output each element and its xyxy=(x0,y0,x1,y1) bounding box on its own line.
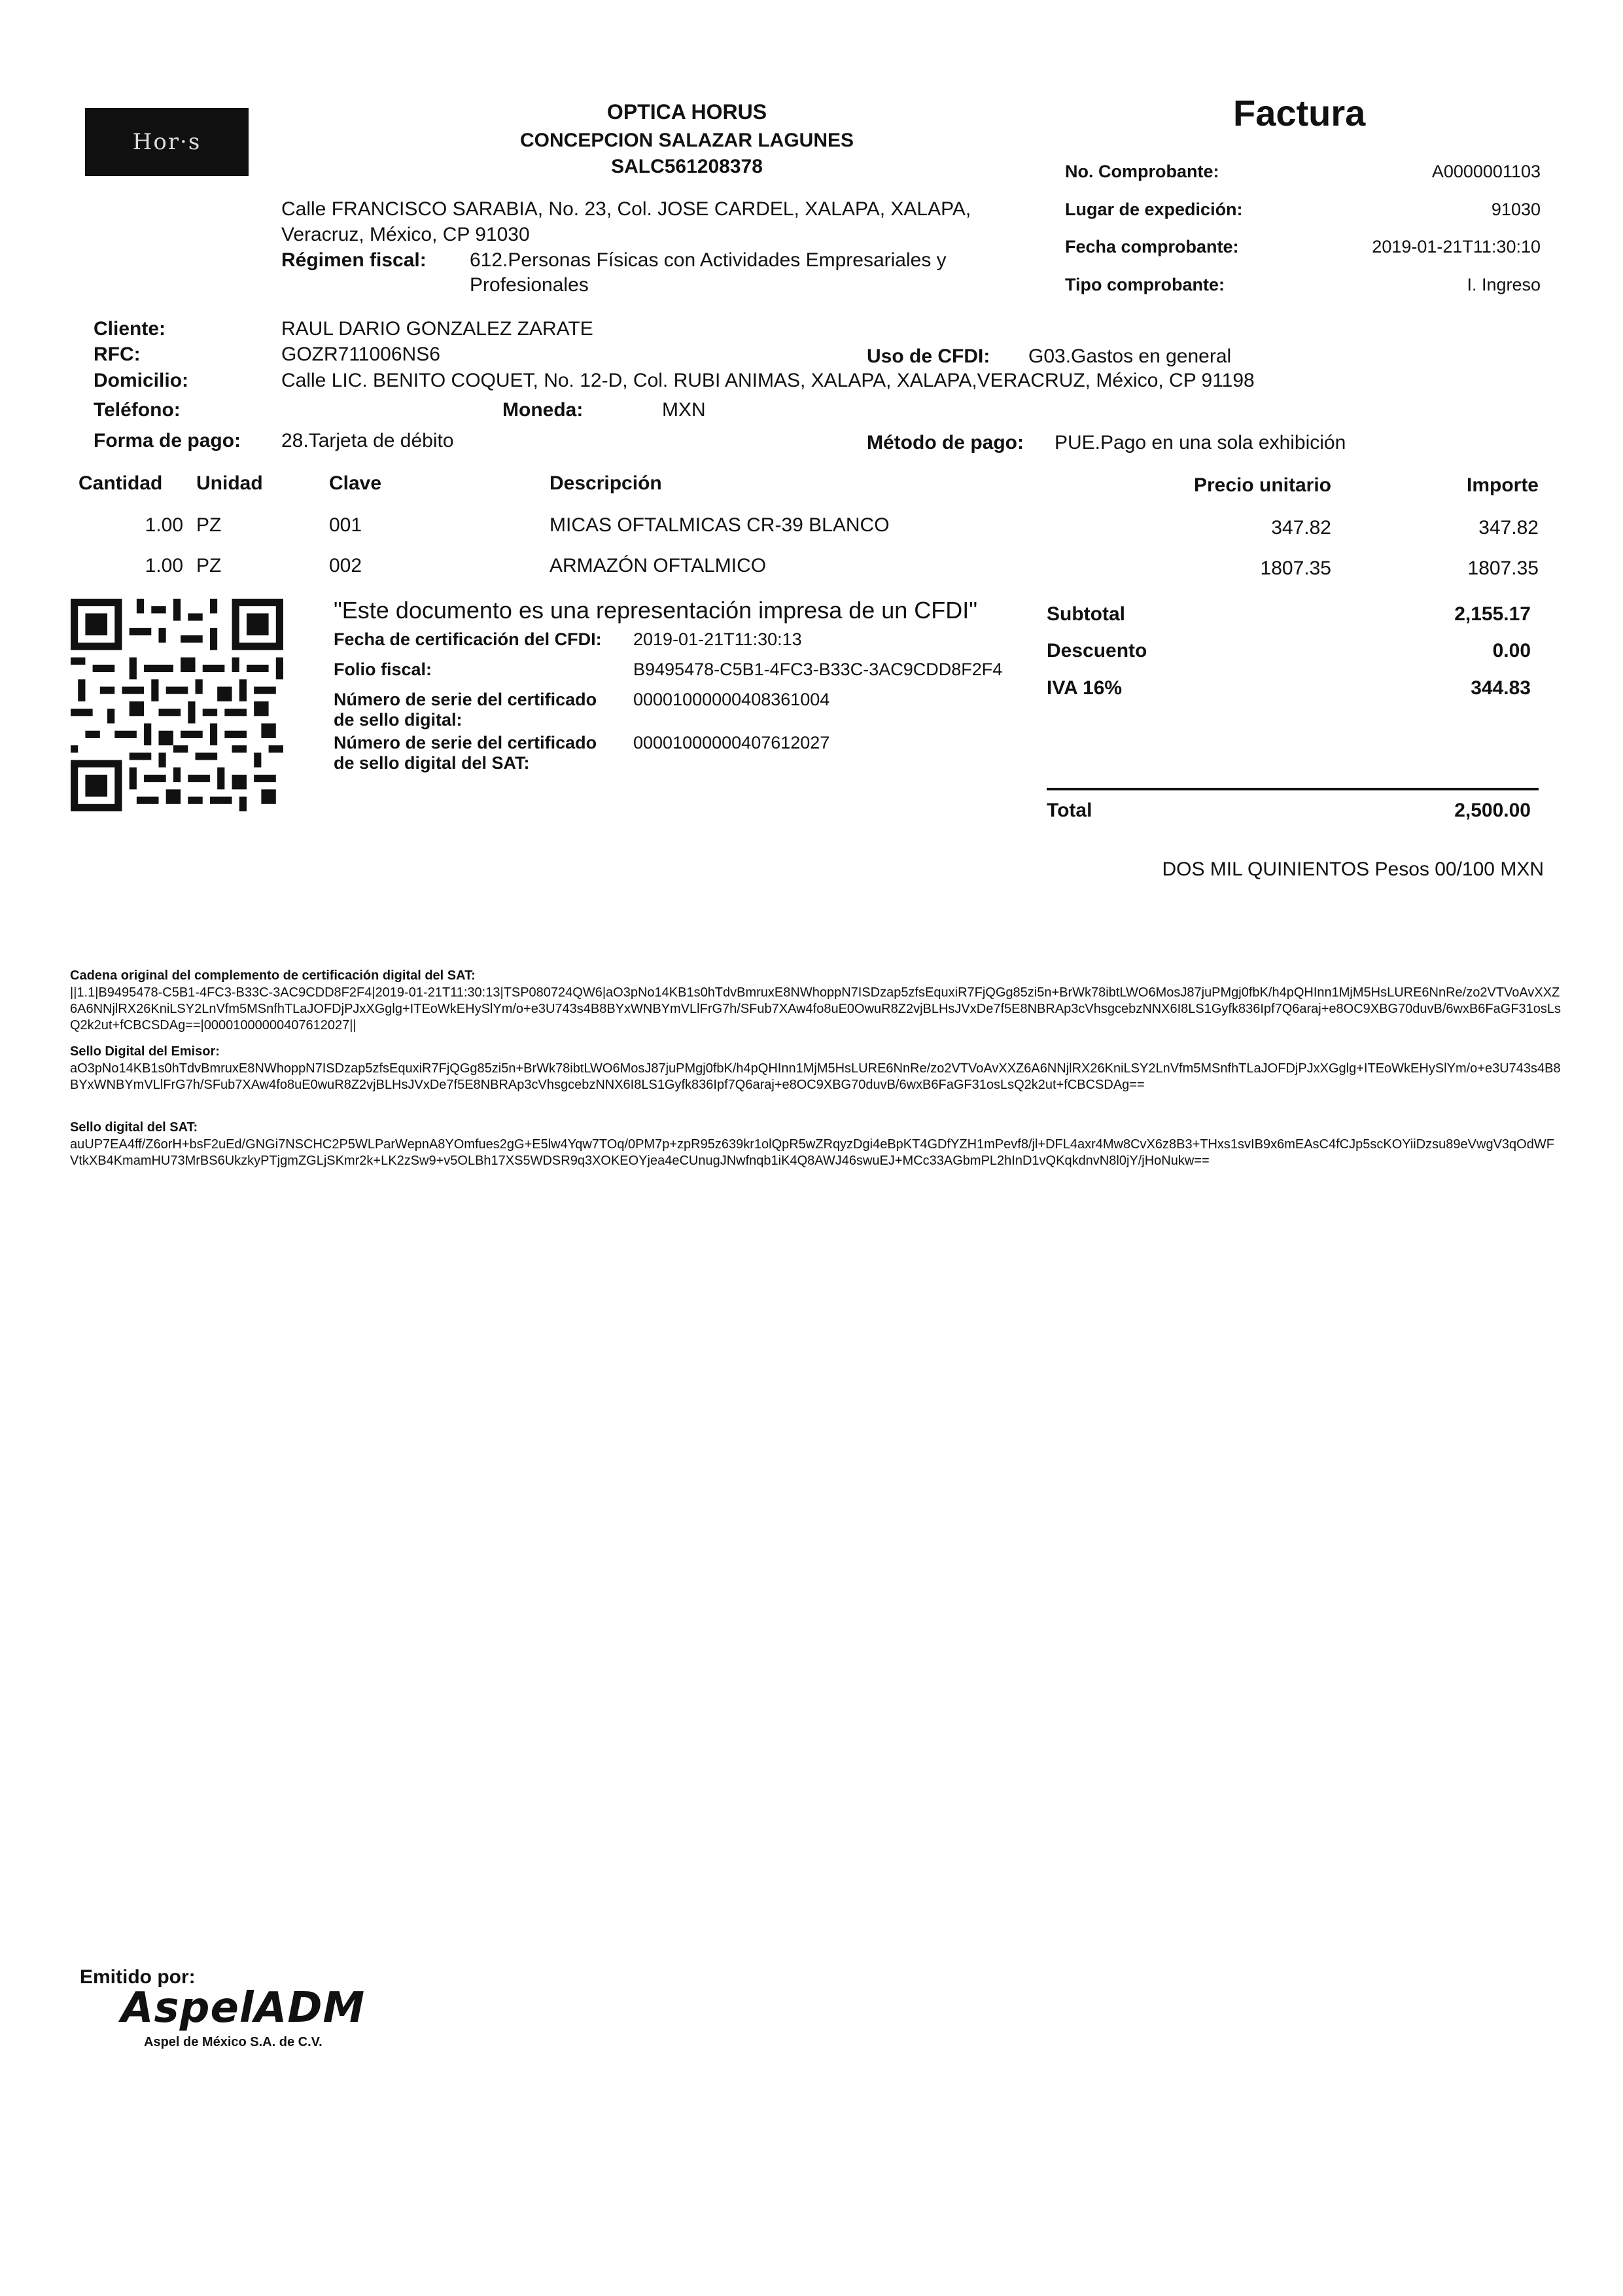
row-precio: 1807.35 xyxy=(1260,557,1331,579)
row-descripcion: ARMAZÓN OFTALMICO xyxy=(550,555,767,576)
header-cantidad: Cantidad xyxy=(79,472,163,494)
total-value: 2,500.00 xyxy=(1454,800,1531,821)
aspel-brand: AspelADM xyxy=(121,1984,366,2032)
sello-emisor-label: Sello Digital del Emisor: xyxy=(70,1044,220,1059)
totals-divider xyxy=(1047,788,1539,790)
fecha-cert-label: Fecha de certificación del CFDI: xyxy=(334,629,602,649)
metodo-pago-label: Método de pago: xyxy=(867,432,1024,453)
row-unidad: PZ xyxy=(196,514,222,536)
forma-pago-label: Forma de pago: xyxy=(94,430,241,451)
amount-in-words: DOS MIL QUINIENTOS Pesos 00/100 MXN xyxy=(1162,858,1544,880)
company-address-line2: Veracruz, México, CP 91030 xyxy=(281,224,530,245)
cfdi-representation: "Este documento es una representación impresa de un CFDI" xyxy=(334,597,978,624)
invoice-title: Factura xyxy=(1233,92,1366,133)
company-name: OPTICA HORUS xyxy=(606,100,767,124)
row-descripcion: MICAS OFTALMICAS CR-39 BLANCO xyxy=(550,514,890,536)
serie-sat-value: 00001000000407612027 xyxy=(633,733,830,752)
uso-cfdi-value: G03.Gastos en general xyxy=(1028,345,1232,367)
serie-label-1: Número de serie del certificado xyxy=(334,690,597,709)
serie-sat-label-2: de sello digital del SAT: xyxy=(334,753,530,773)
iva-value: 344.83 xyxy=(1471,677,1531,699)
serie-label-2: de sello digital: xyxy=(334,710,462,730)
emitido-label: Emitido por: xyxy=(80,1966,196,1988)
invoice-type: I. Ingreso xyxy=(1467,275,1541,294)
qr-code-icon xyxy=(71,599,283,811)
company-logo-text: Hor·s xyxy=(132,129,201,155)
company-logo xyxy=(85,108,249,176)
invoice-number: A0000001103 xyxy=(1431,162,1541,181)
invoice-date: 2019-01-21T11:30:10 xyxy=(1372,237,1541,256)
subtotal-label: Subtotal xyxy=(1047,603,1125,625)
serie-sat-label-1: Número de serie del certificado xyxy=(334,733,597,752)
row-precio: 347.82 xyxy=(1271,517,1331,539)
header-importe: Importe xyxy=(1466,474,1539,496)
total-label: Total xyxy=(1047,800,1092,821)
company-owner: CONCEPCION SALAZAR LAGUNES xyxy=(519,130,854,151)
subtotal-value: 2,155.17 xyxy=(1454,603,1531,625)
rfc-value: GOZR711006NS6 xyxy=(281,344,440,365)
moneda-label: Moneda: xyxy=(502,399,584,421)
row-cantidad: 1.00 xyxy=(145,555,183,576)
invoice-field-label: Tipo comprobante: xyxy=(1065,275,1225,294)
telefono-label: Teléfono: xyxy=(94,399,181,421)
sello-sat-label: Sello digital del SAT: xyxy=(70,1120,198,1135)
descuento-value: 0.00 xyxy=(1492,640,1531,662)
invoice-field-label: Lugar de expedición: xyxy=(1065,200,1243,219)
header-unidad: Unidad xyxy=(196,472,263,494)
invoice-place: 91030 xyxy=(1491,200,1541,219)
rfc-label: RFC: xyxy=(94,344,141,365)
folio-label: Folio fiscal: xyxy=(334,660,432,679)
row-cantidad: 1.00 xyxy=(145,514,183,536)
header-precio: Precio unitario xyxy=(1193,474,1331,496)
company-rfc: SALC561208378 xyxy=(611,156,763,177)
cliente-value: RAUL DARIO GONZALEZ ZARATE xyxy=(281,318,593,340)
descuento-label: Descuento xyxy=(1047,640,1147,662)
serie-value: 00001000000408361004 xyxy=(633,690,830,709)
row-importe: 1807.35 xyxy=(1467,557,1539,579)
invoice-field-label: No. Comprobante: xyxy=(1065,162,1219,181)
row-clave: 001 xyxy=(329,514,362,536)
header-clave: Clave xyxy=(329,472,382,494)
aspel-company: Aspel de México S.A. de C.V. xyxy=(144,2035,323,2049)
row-importe: 347.82 xyxy=(1478,517,1539,539)
regimen-line2: Profesionales xyxy=(470,274,589,296)
uso-cfdi-label: Uso de CFDI: xyxy=(867,345,990,367)
cliente-label: Cliente: xyxy=(94,318,166,340)
sello-sat-value: auUP7EA4ff/Z6orH+bsF2uEd/GNGi7NSCHC2P5WLParWepnA8YOmfues2gG+E5lw4Yqw7TOq/0PM7p+zpR95z639kr1olQpR5wZRqyzDgi4eBpKT4GDfYZH1mPevf8/jl+DFL4axr4Mw8CvX6z8B3+THxs1svIB9x6mEAsC4fCJp5scKOYiiDzsu89eVwgV3qOdWFVtkXB4KmamHU73MrBS6UkzkyPTjgmZGLjSKmr2k+LK2zSw9+v5OLBh17XS5WDSR9q3XOKEOYjea4eCUnugJNwfnqb1iK4Q8AWJ46swuEJ+MCc33AGbmPL2hInD1vQKqkdnvN8l0jY/jHoNukw== xyxy=(70,1137,1554,1168)
cadena-value: ||1.1|B9495478-C5B1-4FC3-B33C-3AC9CDD8F2F4|2019-01-21T11:30:13|TSP080724QW6|aO3pNo14KB1s0hTdvBmruxE8NWhoppN7ISDzap5zfsEquxiR7FjQGg85zi5n+BrWk78ibtLWO6MosJ87juPMgj0fbK/h4pQHInn1MjM5HsLURE6NnRe/zo2VTVoAvXXZ6A6NNjlRX26KniLSY2LnVfm5MSnfhTLaJOFDjPJxXGglg+ITEoWkEHySlYm/o+e3U743s4B8BYxWNBYmVLlFrG7h/SFub7XAw4fo8uE0OwuR8Z2vjBLHsJVxDe7f5E8NBRAp3cVhsgcebzNNX6I8LS1Gyfk836Ipf7Q6araj+e8OC9XBG70duvB/6wxB6FaGF31osLsQ2k2ut+fCBCSDAg==|00001000000407612027|| xyxy=(70,985,1562,1033)
fecha-cert-value: 2019-01-21T11:30:13 xyxy=(633,629,802,649)
sello-emisor-value: aO3pNo14KB1s0hTdvBmruxE8NWhoppN7ISDzap5zfsEquxiR7FjQGg85zi5n+BrWk78ibtLWO6MosJ87juPMgj0fbK/h4pQHInn1MjM5HsLURE6NnRe/zo2VTVoAvXXZ6A6NNjlRX26KniLSY2LnVfm5MSnfhTLaJOFDjPJxXGglg+ITEoWkEHySlYm/o+e3U743s4B8BYxWNBYmVLlFrG7h/SFub7XAw4fo8uE0wuR8Z2vjBLHsJVxDe7f5E8NBRAp3cVhsgcebzNNX6I8LS1Gyfk836Ipf7Q6araj+e8OC9XBG70duvB/6wxB6FaGF31osLsQ2k2ut+fCBCSDAg== xyxy=(70,1061,1561,1092)
domicilio-label: Domicilio: xyxy=(94,370,189,391)
iva-label: IVA 16% xyxy=(1047,677,1123,699)
moneda-value: MXN xyxy=(662,399,706,421)
forma-pago-value: 28.Tarjeta de débito xyxy=(281,430,454,451)
regimen-line1: 612.Personas Físicas con Actividades Empresariales y xyxy=(470,249,947,271)
metodo-pago-value: PUE.Pago en una sola exhibición xyxy=(1055,432,1346,453)
invoice-field-label: Fecha comprobante: xyxy=(1065,237,1239,256)
domicilio-value: Calle LIC. BENITO COQUET, No. 12-D, Col. RUBI ANIMAS, XALAPA, XALAPA,VERACRUZ, México, CP 91198 xyxy=(281,370,1255,391)
row-unidad: PZ xyxy=(196,555,222,576)
company-address-line1: Calle FRANCISCO SARABIA, No. 23, Col. JOSE CARDEL, XALAPA, XALAPA, xyxy=(281,198,971,220)
row-clave: 002 xyxy=(329,555,362,576)
cadena-label: Cadena original del complemento de certificación digital del SAT: xyxy=(70,968,476,983)
folio-value: B9495478-C5B1-4FC3-B33C-3AC9CDD8F2F4 xyxy=(633,660,1003,679)
header-descripcion: Descripción xyxy=(550,472,662,494)
regimen-label: Régimen fiscal: xyxy=(281,249,427,271)
